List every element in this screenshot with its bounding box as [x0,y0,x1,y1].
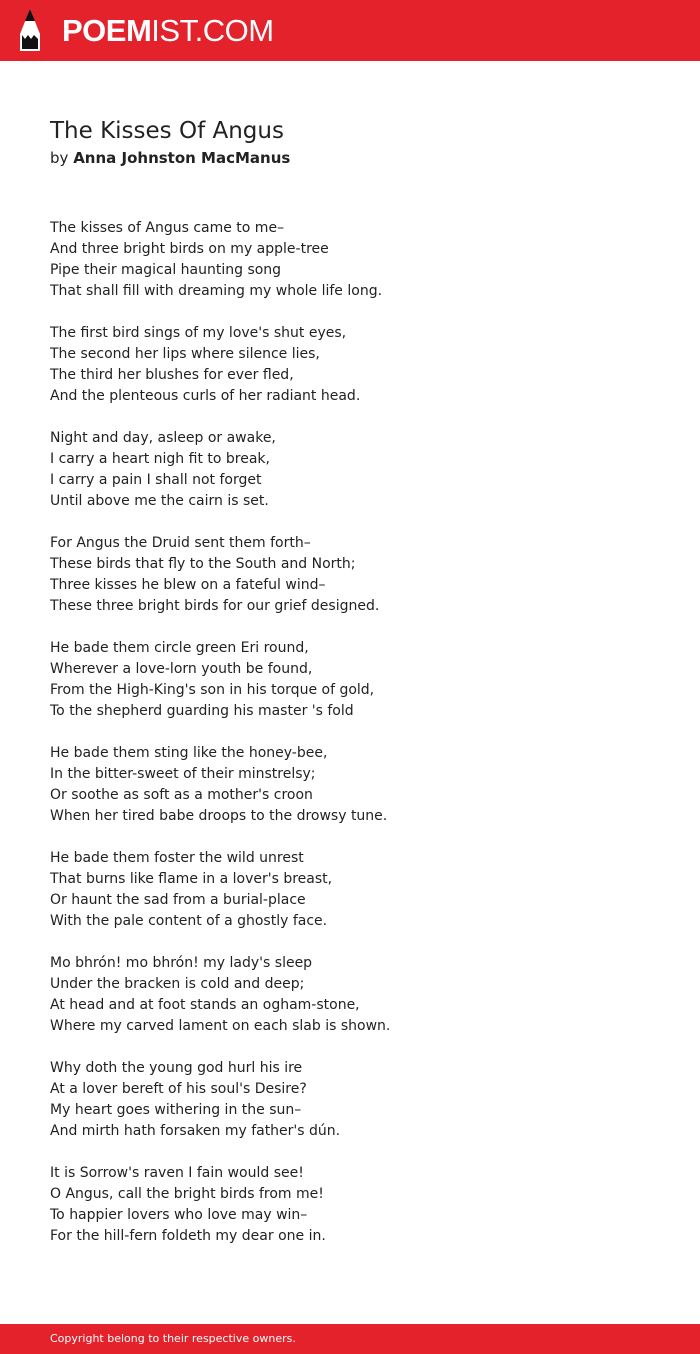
poem-line: These three bright birds for our grief designed. [50,598,380,614]
poem-line: Under the bracken is cold and deep; [50,976,305,992]
copyright-notice: Copyright belong to their respective owners. [50,1332,296,1345]
poem-line: With the pale content of a ghostly face. [50,913,328,929]
poem-line: He bade them foster the wild unrest [50,850,304,866]
stanza [50,638,650,722]
poem-line: And the plenteous curls of her radiant head. [50,388,361,404]
poem-line: Three kisses he blew on a fateful wind– [50,577,326,593]
stanza [50,953,650,1037]
stanza [50,533,650,617]
poem-line: Why doth the young god hurl his ire [50,1060,303,1076]
poem-line: The third her blushes for ever fled, [50,367,294,383]
brand-name-light: IST.COM [151,13,274,48]
poem-line: Wherever a love-lorn youth be found, [50,661,313,677]
poem-line: The first bird sings of my love's shut eyes, [50,325,347,341]
poem-line: When her tired babe droops to the drowsy tune. [50,808,388,824]
poem-body [50,218,650,1268]
poem-line: At a lover bereft of his soul's Desire? [50,1081,307,1097]
poem-line: Night and day, asleep or awake, [50,430,276,446]
stanza [50,218,650,302]
poem-line: Pipe their magical haunting song [50,262,282,278]
poem-line: He bade them circle green Eri round, [50,640,309,656]
stanza [50,323,650,407]
poem-line: The kisses of Angus came to me– [50,220,285,236]
poem-title: The Kisses Of Angus [50,118,284,144]
stanza [50,1058,650,1142]
site-footer [0,1324,700,1354]
author-name: Anna Johnston MacManus [73,149,291,167]
stanza [50,743,650,827]
poem-line: To the shepherd guarding his master 's fold [50,703,354,719]
by-label: by [50,149,69,167]
stanza [50,848,650,932]
poem-line: He bade them sting like the honey-bee, [50,745,328,761]
poem-line: My heart goes withering in the sun– [50,1102,302,1118]
poem-line: To happier lovers who love may win– [50,1207,308,1223]
poem-line: For the hill-fern foldeth my dear one in. [50,1228,326,1244]
poem-line: That shall fill with dreaming my whole life long. [50,283,383,299]
poem-line: And three bright birds on my apple-tree [50,241,329,257]
pen-nib-icon[interactable] [17,8,43,52]
poem-line: And mirth hath forsaken my father's dún. [50,1123,341,1139]
stanza [50,428,650,512]
poem-line: Or haunt the sad from a burial-place [50,892,306,908]
poem-line: O Angus, call the bright birds from me! [50,1186,324,1202]
site-header [0,0,700,61]
byline [50,148,290,169]
poem-line: The second her lips where silence lies, [50,346,320,362]
stanza [50,1163,650,1247]
poem-line: From the High-King's son in his torque of gold, [50,682,375,698]
brand-name-bold: POEM [62,13,152,48]
poem-line: That burns like flame in a lover's breast, [50,871,333,887]
poem-line: It is Sorrow's raven I fain would see! [50,1165,304,1181]
poem-line: These birds that fly to the South and North; [50,556,356,572]
site-logo-link[interactable] [62,11,274,51]
poem-line: Mo bhrón! mo bhrón! my lady's sleep [50,955,313,971]
poem-line: Where my carved lament on each slab is shown. [50,1018,391,1034]
poem-line: For Angus the Druid sent them forth– [50,535,311,551]
poem-line: In the bitter-sweet of their minstrelsy; [50,766,316,782]
poem-line: I carry a heart nigh fit to break, [50,451,270,467]
poem-line: Or soothe as soft as a mother's croon [50,787,313,803]
poem-line: Until above me the cairn is set. [50,493,269,509]
poem-line: I carry a pain I shall not forget [50,472,262,488]
poem-line: At head and at foot stands an ogham-stone, [50,997,360,1013]
